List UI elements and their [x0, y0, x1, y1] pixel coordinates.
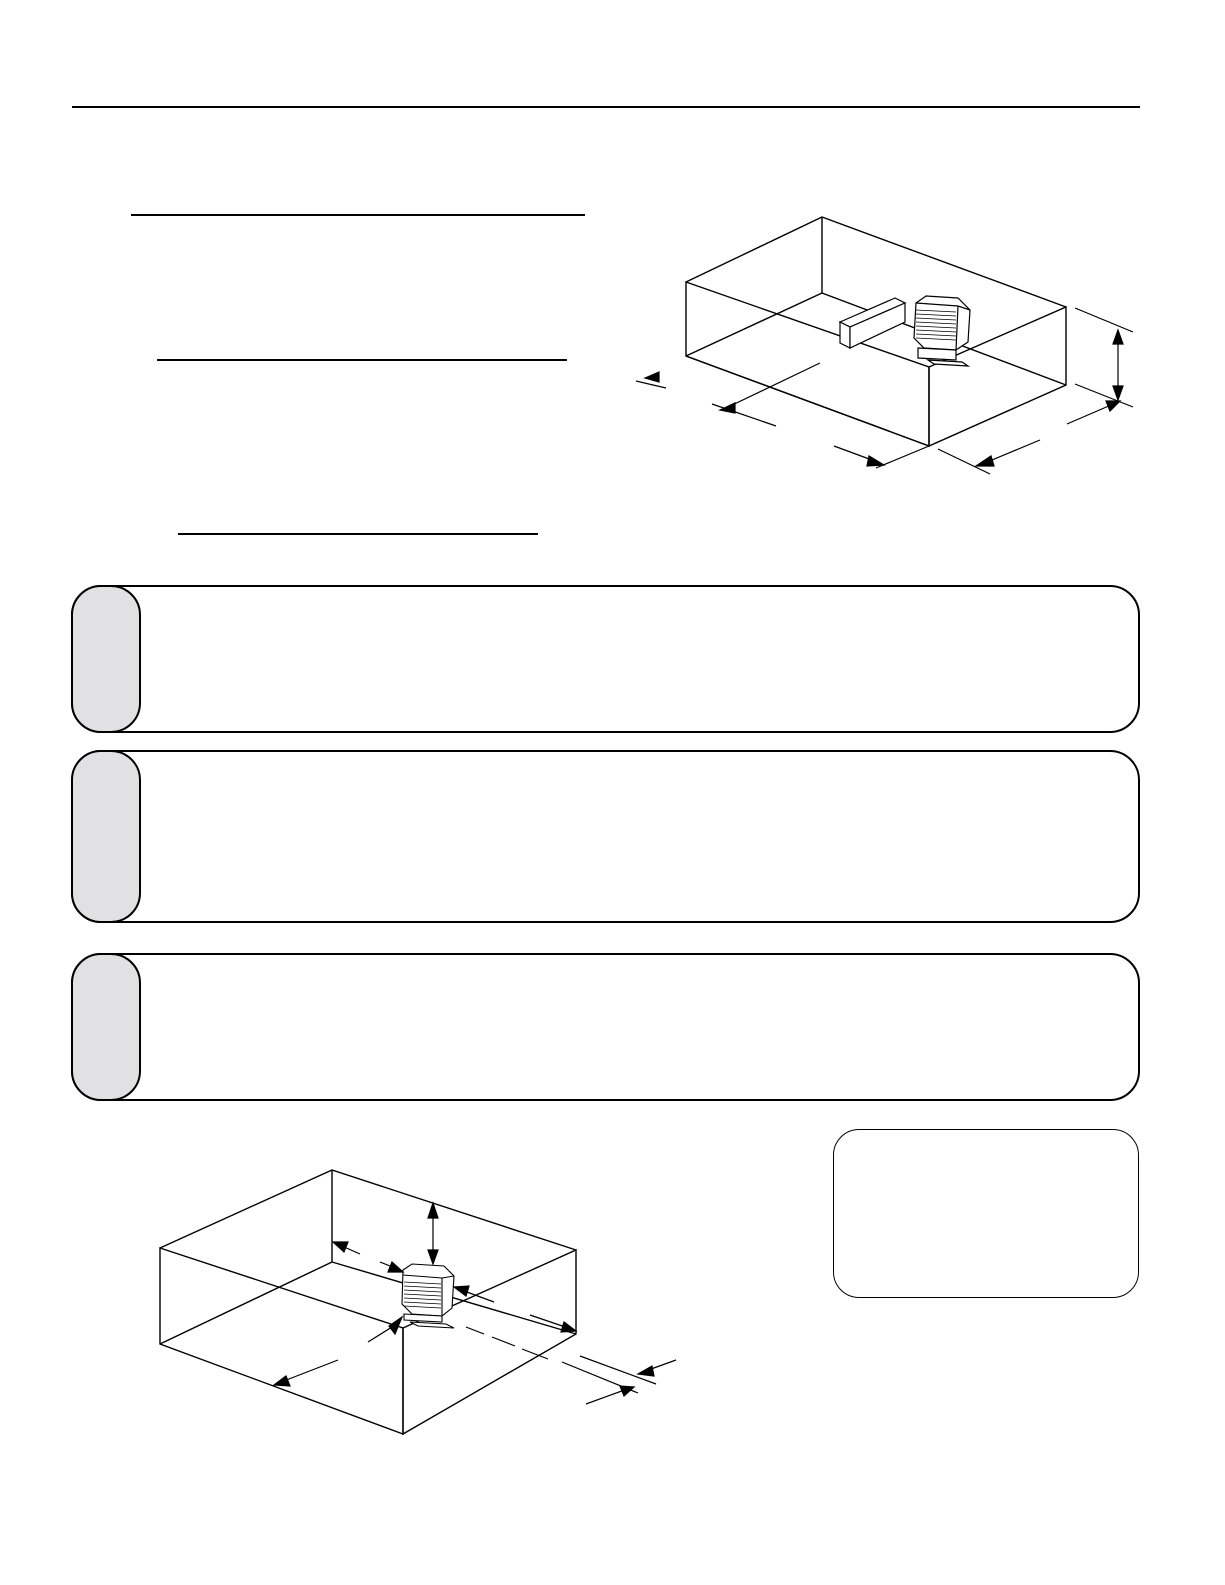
note-box [833, 1129, 1139, 1298]
callout-3-tab [71, 953, 141, 1101]
wall-unit-icon [840, 298, 905, 348]
header-rule [72, 106, 1140, 108]
heater-icon [402, 1264, 454, 1328]
section-heading-2 [157, 341, 567, 361]
callout-2-tab [71, 750, 141, 923]
bottom-room-figure [150, 1160, 690, 1445]
heater-icon [914, 296, 970, 366]
callout-2 [71, 750, 1140, 923]
section-heading-1 [131, 196, 585, 216]
callout-3 [71, 953, 1140, 1101]
section-heading-3 [178, 515, 538, 535]
callout-1-tab [71, 585, 141, 733]
callout-1 [71, 585, 1140, 733]
top-room-figure [620, 205, 1140, 490]
